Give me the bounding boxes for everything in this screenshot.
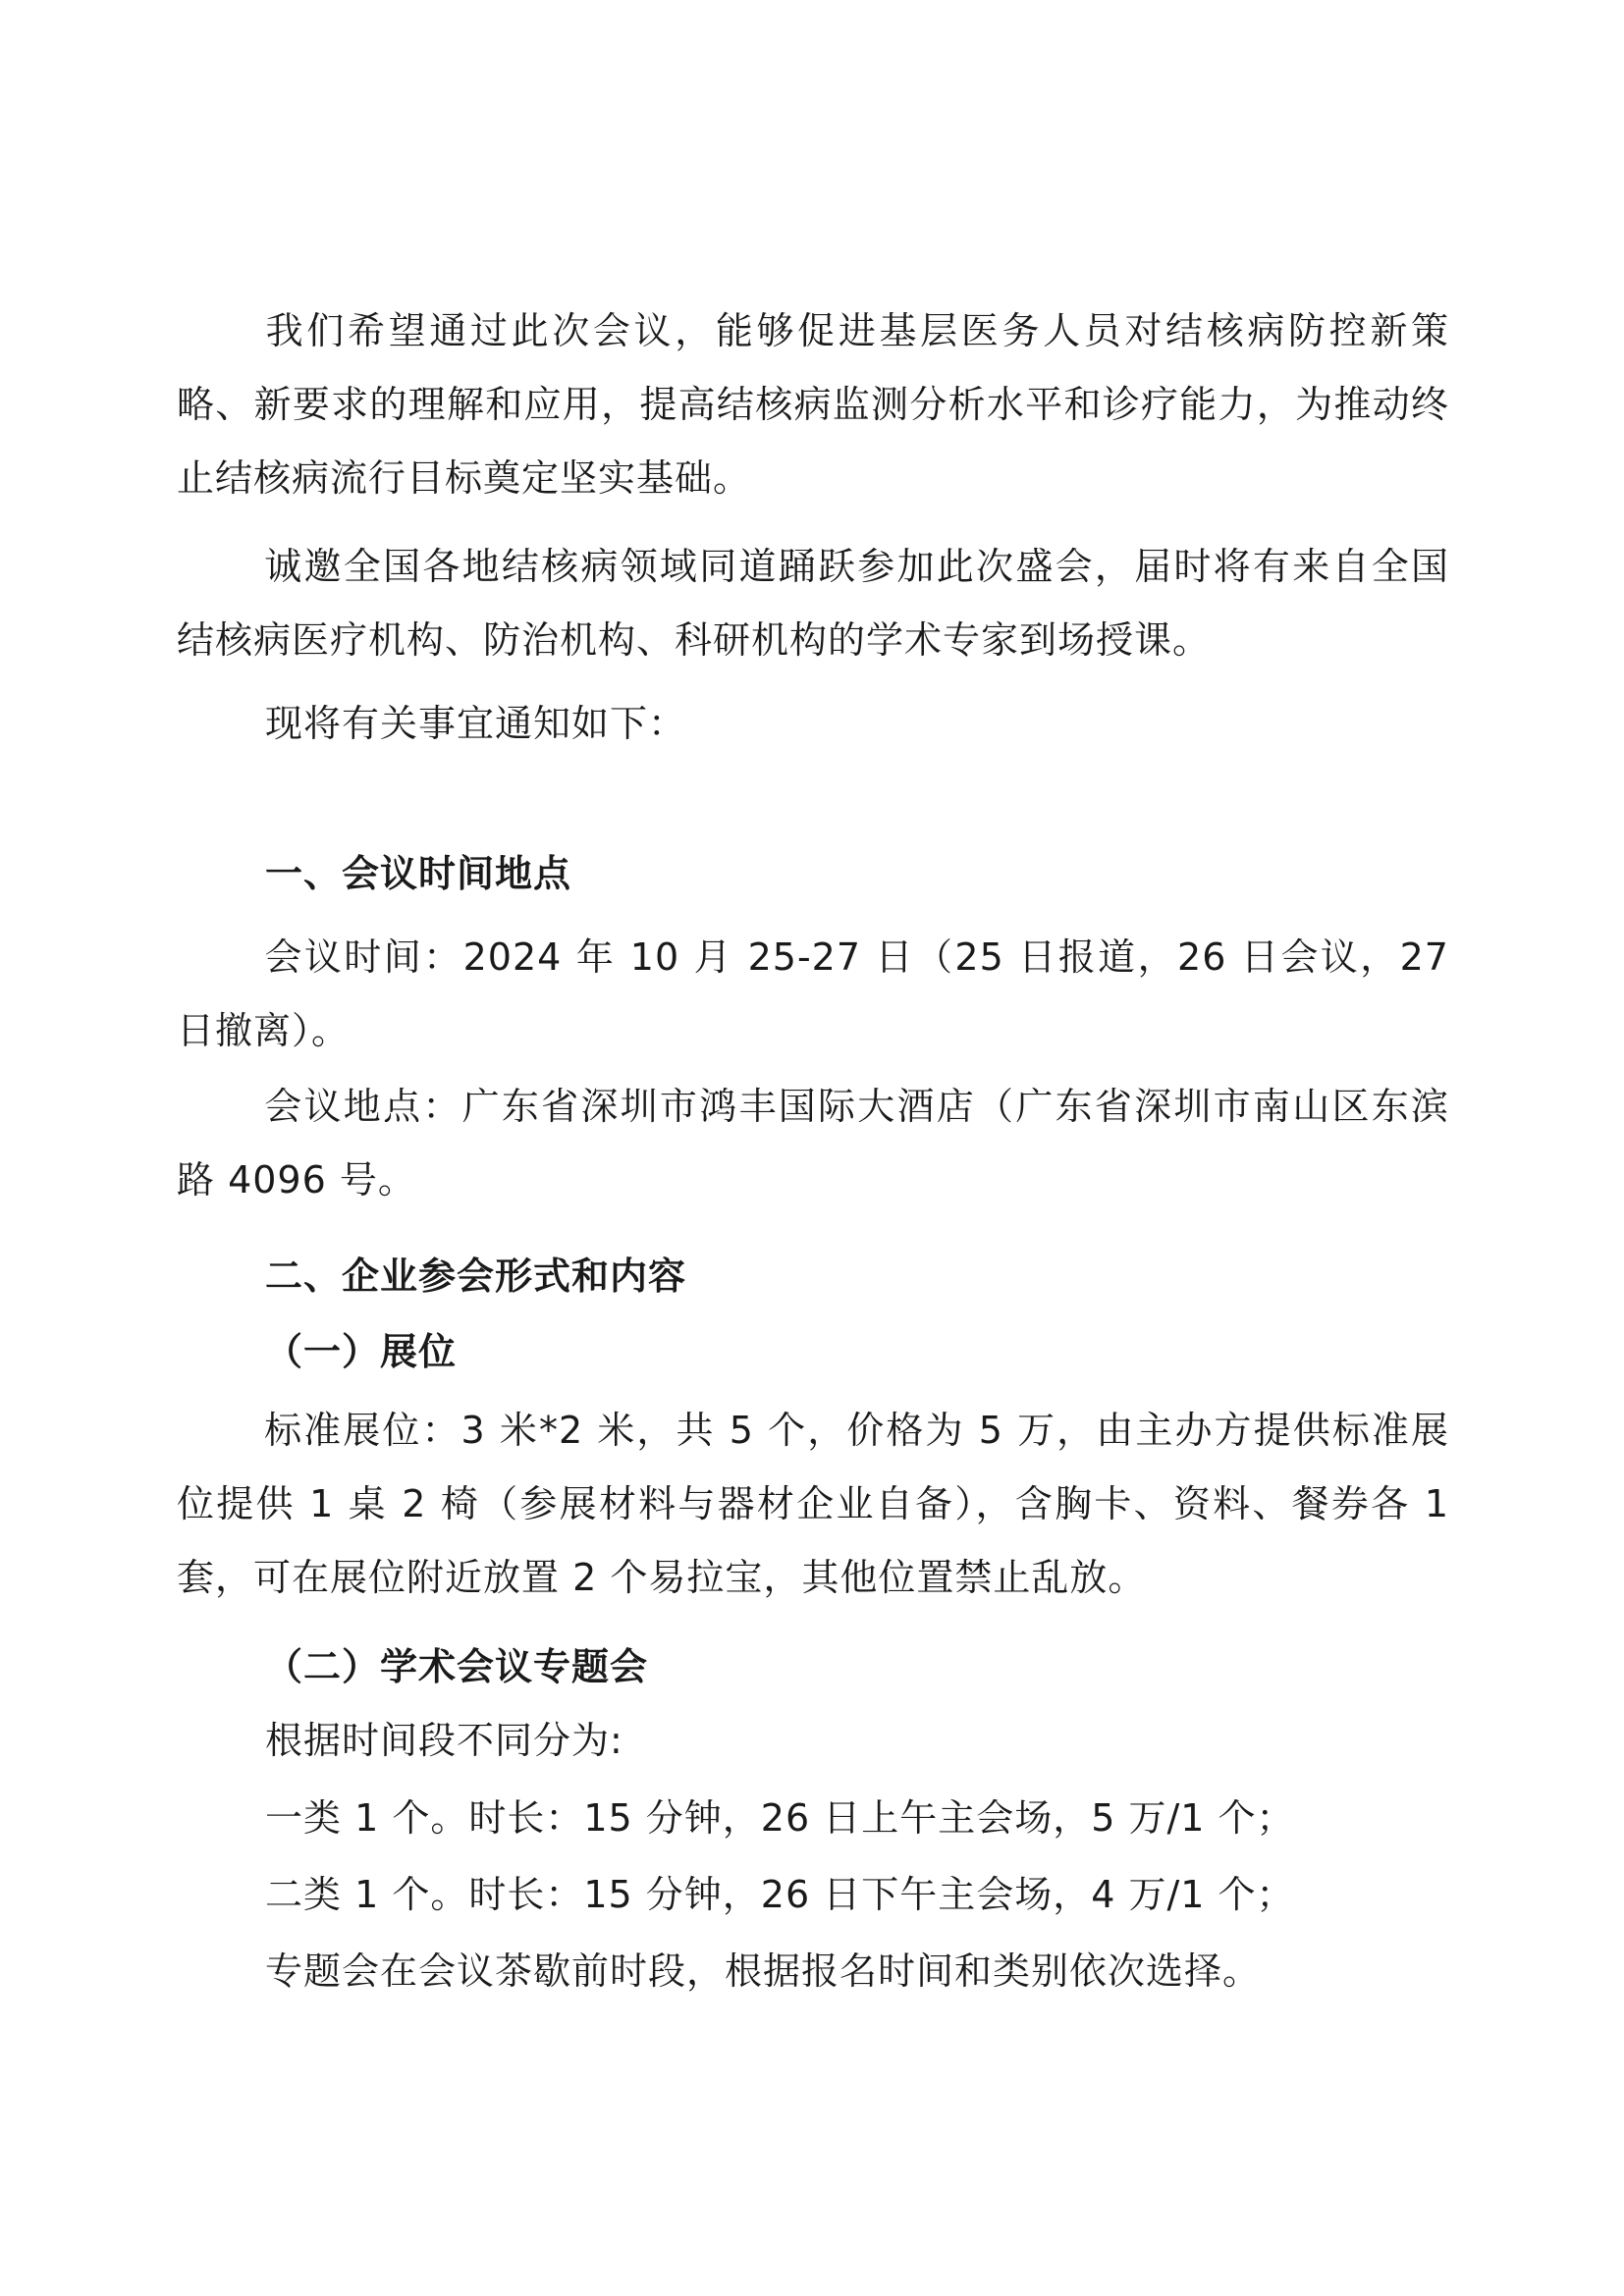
section-2-heading: 二、企业参会形式和内容: [265, 1255, 687, 1298]
subsection-booth-heading: （一）展位: [265, 1330, 458, 1373]
meeting-place-text: 会议地点：广东省深圳市鸿丰国际大酒店（广东省深圳市南山区东滨路 4096 号。: [177, 1085, 1449, 1201]
intro-paragraph-1-text: 我们希望通过此次会议，能够促进基层医务人员对结核病防控新策略、新要求的理解和应用，提高结核病监测分析水平和诊疗能力，为推动终止结核病流行目标奠定坚实基础。: [177, 309, 1449, 500]
intro-paragraph-3: 现将有关事宜通知如下：: [265, 702, 687, 745]
subsection-symposium-heading: （二）学术会议专题会: [265, 1645, 649, 1688]
symposium-intro: 根据时间段不同分为:: [265, 1719, 623, 1762]
intro-paragraph-2: [177, 530, 1449, 677]
meeting-place: [177, 1070, 1449, 1217]
section-1-heading: 一、会议时间地点: [265, 852, 572, 895]
meeting-time-text: 会议时间：2024 年 10 月 25-27 日（25 日报道，26 日会议，27 日撤离）。: [177, 935, 1449, 1052]
intro-paragraph-1: [177, 294, 1449, 515]
meeting-time: [177, 921, 1449, 1068]
symposium-note: 专题会在会议茶歇前时段，根据报名时间和类别依次选择。: [265, 1949, 1262, 1993]
symposium-type-1: 一类 1 个。时长：15 分钟，26 日上午主会场，5 万/1 个；: [265, 1796, 1295, 1840]
booth-paragraph-text: 标准展位：3 米*2 米，共 5 个，价格为 5 万，由主办方提供标准展位提供 1 桌 2 椅（参展材料与器材企业自备），含胸卡、资料、餐券各 1 套，可在展位附近放置 2 个易拉宝，其他位置禁止乱放。: [177, 1409, 1449, 1599]
intro-paragraph-2-text: 诚邀全国各地结核病领域同道踊跃参加此次盛会，届时将有来自全国结核病医疗机构、防治机构、科研机构的学术专家到场授课。: [177, 545, 1449, 662]
symposium-type-2: 二类 1 个。时长：15 分钟，26 日下午主会场，4 万/1 个；: [265, 1873, 1295, 1916]
booth-paragraph: [177, 1394, 1449, 1615]
